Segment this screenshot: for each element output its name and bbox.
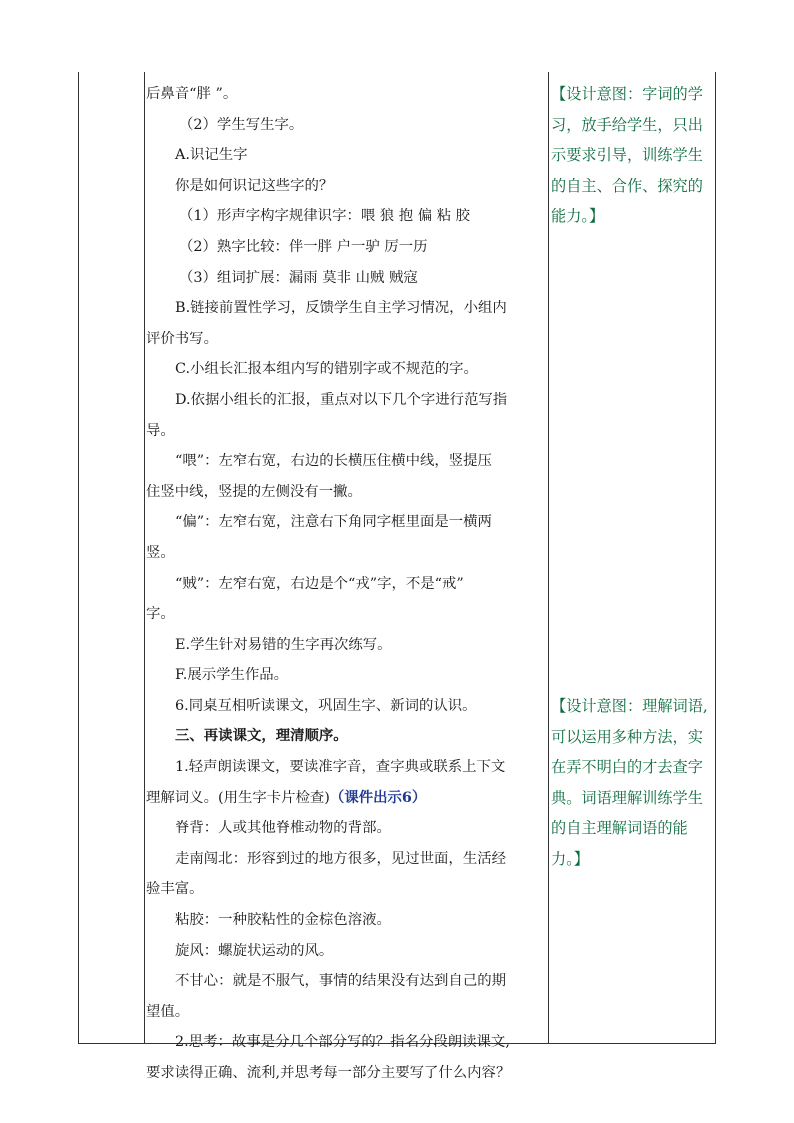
- text-line: 后鼻音“胖 ”。: [146, 86, 238, 102]
- text-line: 1.轻声朗读课文，要读准字音，查字典或联系上下文: [175, 759, 506, 776]
- text-line: 2.思考：故事是分几个部分写的？指名分段朗读课文,: [175, 1034, 510, 1051]
- text-line: （2）熟字比较：伴一胖 户一驴 厉一历: [179, 238, 428, 255]
- text-line: [146, 783, 550, 814]
- design-intent-column: [551, 79, 715, 875]
- table-border-right: [715, 72, 716, 1044]
- definition-line: 验丰富。: [146, 881, 204, 898]
- definition-line: 走南闯北：形容到过的地方很多，见过世面，生活经: [175, 850, 506, 867]
- definition-line: 不甘心：就是不服气，事情的结果没有达到自己的期: [175, 973, 506, 990]
- note-line: 的自主理解词语的能: [551, 819, 688, 838]
- note-line: 在弄不明白的才去查字: [551, 758, 703, 777]
- note-line: 能力。】: [551, 207, 605, 226]
- text-line: 字。: [146, 606, 175, 623]
- design-intent-note-1: [551, 79, 715, 232]
- text-line: “喂”：左窄右宽，右边的长横压住横中线，竖提压: [175, 453, 492, 470]
- text-line: “偏”：左窄右宽，注意右下角同字框里面是一横两: [175, 514, 492, 531]
- definition-line: 粘胶：一种胶粘性的金棕色溶液。: [175, 912, 391, 929]
- note-line: 可以运用多种方法，实: [551, 727, 703, 746]
- text-line: 你是如何识记这些字的？: [175, 177, 334, 194]
- design-intent-note-2: [551, 691, 715, 875]
- note-line: 力。】: [551, 849, 589, 868]
- text-line: F.展示学生作品。: [175, 667, 289, 684]
- text-line: （3）组词扩展：漏雨 莫非 山贼 贼寇: [179, 269, 418, 286]
- text-line: C.小组长汇报本组内写的错别字或不规范的字。: [175, 361, 478, 378]
- text-line: 6.同桌互相听读课文，巩固生字、新词的认识。: [175, 697, 477, 714]
- text-line: B.链接前置性学习，反馈学生自主学习情况，小组内: [175, 300, 507, 317]
- courseware-tag: （课件出示6）: [329, 788, 427, 806]
- note-line: 的自主、合作、探究的: [551, 176, 703, 195]
- text-line: 要求读得正确、流利,并思考每一部分主要写了什么内容？: [146, 1065, 511, 1081]
- note-line: 【设计意图：理解词语,: [551, 696, 708, 715]
- table-border-left: [78, 72, 79, 1044]
- section-heading: 三、再读课文，理清顺序。: [175, 727, 348, 745]
- text-line: 导。: [146, 422, 175, 439]
- text-line: “贼”：左窄右宽，右边是个“戎”字，不是“戒”: [175, 575, 464, 592]
- definition-line: 望值。: [146, 1003, 190, 1020]
- note-line: 习，放手给学生，只出: [551, 115, 703, 134]
- text-line: D.依据小组长的汇报，重点对以下几个字进行范写指: [175, 391, 508, 408]
- lesson-procedure-column: [146, 79, 550, 1089]
- note-line: 【设计意图：字词的学: [551, 85, 703, 103]
- text-line: （2）学生写生字。: [179, 116, 304, 133]
- text-line: （1）形声字构字规律识字：喂 狼 抱 偏 粘 胶: [179, 208, 471, 225]
- text-line: 住竖中线，竖提的左侧没有一撇。: [146, 483, 362, 500]
- table-border-column-divider: [144, 72, 145, 1044]
- text-line: 竖。: [146, 544, 175, 561]
- text-line: 评价书写。: [146, 330, 218, 347]
- text-line-segment: 理解词义。(用生字卡片检查): [146, 789, 330, 806]
- definition-line: 旋风：螺旋状运动的风。: [175, 942, 334, 959]
- text-line: A.识记生字: [175, 147, 248, 164]
- note-line: 典。词语理解训练学生: [551, 788, 703, 807]
- spacer: [551, 232, 715, 691]
- text-line: E.学生针对易错的生字再次练写。: [175, 636, 392, 653]
- note-line: 示要求引导，训练学生: [551, 146, 703, 165]
- definition-line: 脊背：人或其他脊椎动物的背部。: [175, 820, 391, 837]
